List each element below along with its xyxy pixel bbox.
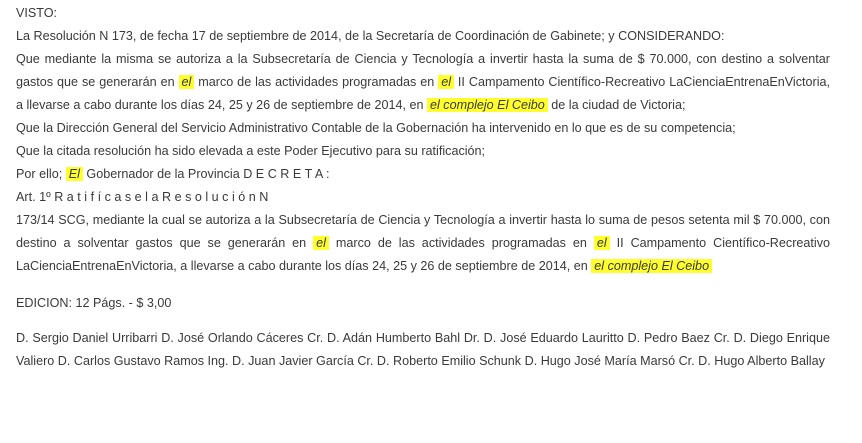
signatories-paragraph: D. Sergio Daniel Urribarri D. José Orlando Cáceres Cr. D. Adán Humberto Bahl Dr. D. José Eduardo Lauritto D. Pedro Baez Cr. D. Diego Enrique Valiero D. Carlos Gustavo Ramos Ing. D. Juan Javier García Cr. D. Roberto Emilio Schunk D. Hugo José María Marsó Cr. D. Hugo Alberto Ballay bbox=[16, 331, 830, 368]
highlight-term: el complejo El Ceibo bbox=[591, 259, 712, 273]
text-segment: de la ciudad de Victoria; bbox=[547, 98, 686, 112]
decreta-line bbox=[16, 163, 830, 186]
highlight-term: el bbox=[438, 75, 454, 89]
text-segment: marco de las actividades programadas en bbox=[194, 75, 439, 89]
resolucion-line: La Resolución N 173, de fecha 17 de septiembre de 2014, de la Secretaría de Coordinación de Gabinete; y CONSIDERANDO: bbox=[16, 29, 725, 43]
highlight-term: el bbox=[594, 236, 610, 250]
highlight-term: el bbox=[179, 75, 195, 89]
highlight-term: El bbox=[66, 167, 83, 181]
visto-heading: VISTO: bbox=[16, 6, 58, 20]
text-segment: marco de las actividades programadas en bbox=[328, 236, 594, 250]
considerando-paragraph-1 bbox=[16, 48, 830, 117]
text-segment: Que mediante la misma se autoriza a la Subsecretaría de Ciencia y Tecnología a invertir hasta la suma de $ 70.000, con destino a solventar gastos que se generarán en bbox=[16, 52, 830, 89]
text-segment: Gobernador de la Provincia D E C R E T A : bbox=[82, 167, 330, 181]
text-segment: 173/14 SCG, mediante la cual se autoriza a la Subsecretaría de Ciencia y Tecnología a invertir hasta lo suma de pesos setenta mil $ 70.000, con destino a solventar gastos que se generarán en bbox=[16, 213, 830, 250]
text-segment: II Campamento Científico-Recreativo LaCienciaEntrenaEnVictoria, a llevarse a cabo durante los días 24, 25 y 26 de septiembre de 2014, en bbox=[16, 75, 831, 112]
highlight-term: el bbox=[313, 236, 329, 250]
article-paragraph bbox=[16, 209, 830, 278]
highlight-term: el complejo El Ceibo bbox=[427, 98, 548, 112]
text-segment: II Campamento Científico-Recreativo LaCienciaEntrenaEnVictoria, a llevarse a cabo durante los días 24, 25 y 26 de septiembre de 2014, en bbox=[16, 236, 831, 273]
article-heading: Art. 1º R a t i f í c a s e l a R e s o l u c i ó n N bbox=[16, 190, 269, 204]
document-body bbox=[16, 2, 830, 373]
edicion-line: EDICION: 12 Págs. - $ 3,00 bbox=[16, 296, 172, 310]
text-segment: Por ello; bbox=[16, 167, 66, 181]
considerando-paragraph-3: Que la citada resolución ha sido elevada a este Poder Ejecutivo para su ratificación; bbox=[16, 144, 486, 158]
considerando-paragraph-2: Que la Dirección General del Servicio Administrativo Contable de la Gobernación ha intervenido en lo que es de su competencia; bbox=[16, 121, 736, 135]
